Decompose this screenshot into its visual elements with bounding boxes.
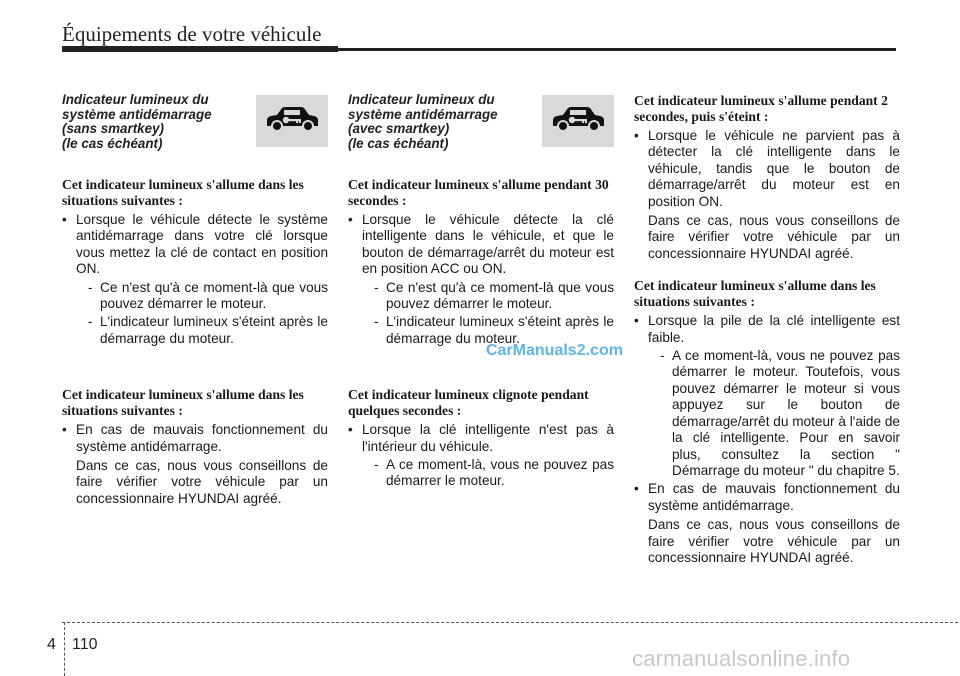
sub-item: [62, 314, 328, 347]
bullet-paragraph: Dans ce cas, nous vous conseillons de faire vérifier votre véhicule par un concessionnaire HYUNDAI agréé.: [648, 517, 900, 565]
section-title: Cet indicateur lumineux s'allume pendant 30 secondes :: [348, 177, 609, 208]
header-rule: [62, 48, 896, 51]
sub-item: [634, 348, 900, 479]
bullet-item: [62, 212, 328, 278]
bullet-item: [348, 212, 614, 278]
bullet-text: Lorsque la pile de la clé intelligente est faible.: [648, 313, 900, 345]
heading-line: système antidémarrage: [62, 106, 212, 122]
sub-dash: -: [88, 279, 93, 295]
footer-vertical-divider: [64, 622, 65, 676]
sub-dash: -: [374, 457, 379, 473]
footer-divider: [62, 622, 958, 623]
heading-line: système antidémarrage: [348, 106, 498, 122]
bullet-text: Lorsque le véhicule ne parvient pas à détecter la clé intelligente dans le véhicule, tandis que le bouton de démarrage/arrêt du moteur est en position ON.: [648, 128, 900, 209]
bullet-dot: •: [348, 212, 353, 227]
section-heading-block: [62, 93, 328, 155]
section-title: Cet indicateur lumineux s'allume pendant 2 secondes, puis s'éteint :: [634, 93, 888, 124]
heading-line: Indicateur lumineux du: [62, 92, 209, 107]
sub-text: A ce moment-là, vous ne pouvez pas démarrer le moteur. Toutefois, vous pouvez démarrer le moteur si vous appuyez sur le bouton de démarrage/arrêt du moteur à l'aide de la clé intelligente. Pour en savoir plus, consultez la section " Démarrage du moteur " du chapitre 5.: [672, 348, 900, 478]
column-2: [348, 93, 614, 492]
bullet-item: [634, 128, 900, 210]
sub-text: Ce n'est qu'à ce moment-là que vous pouvez démarrer le moteur.: [386, 279, 614, 312]
bullet-item: [634, 481, 900, 514]
heading-line: Indicateur lumineux du: [348, 92, 495, 107]
sub-text: A ce moment-là, vous ne pouvez pas démarrer le moteur.: [386, 457, 614, 489]
sub-dash: -: [88, 314, 93, 330]
bullet-dot: •: [348, 422, 353, 438]
indicator-icon-box: [542, 95, 614, 147]
bullet-item: [348, 422, 614, 455]
section-title: Cet indicateur lumineux s'allume dans les situations suivantes :: [62, 387, 304, 419]
bullet-dot: •: [634, 481, 639, 497]
sub-text: L'indicateur lumineux s'éteint après le démarrage du moteur.: [100, 314, 328, 346]
section-heading: [348, 93, 518, 151]
section-gap: [634, 264, 900, 278]
column-3: [634, 93, 900, 568]
bullet-text: Lorsque la clé intelligente n'est pas à l'intérieur du véhicule.: [362, 422, 614, 454]
page-header-title: Équipements de votre véhicule: [62, 22, 322, 46]
bullet-dot: •: [634, 128, 639, 143]
section-heading: [62, 93, 232, 151]
heading-line: (le cas échéant): [348, 135, 449, 151]
bullet-text: En cas de mauvais fonctionnement du système antidémarrage.: [648, 481, 900, 513]
section-heading-block: [348, 93, 614, 155]
indicator-icon-box: [256, 95, 328, 147]
bullet-paragraph: Dans ce cas, nous vous conseillons de faire vérifier votre véhicule par un concessionnaire HYUNDAI agréé.: [648, 213, 900, 261]
car-key-icon: [263, 104, 321, 138]
sub-text: L'indicateur lumineux s'éteint après le démarrage du moteur.: [386, 314, 614, 346]
bullet-dot: •: [634, 313, 639, 329]
sub-item: [348, 280, 614, 313]
bullet-text: Lorsque le véhicule détecte la clé intelligente dans le véhicule, et que le bouton de démarrage/arrêt du moteur est en position ACC ou ON.: [362, 212, 614, 277]
sub-dash: -: [374, 314, 379, 330]
section-title: Cet indicateur lumineux s'allume dans les situations suivantes :: [62, 177, 304, 208]
bullet-paragraph: Dans ce cas, nous vous conseillons de faire vérifier votre véhicule par un concessionnaire HYUNDAI agréé.: [76, 458, 328, 506]
heading-line: (le cas échéant): [62, 135, 163, 151]
section-title: Cet indicateur lumineux clignote pendant quelques secondes :: [348, 387, 589, 419]
heading-line: (avec smartkey): [348, 121, 450, 137]
bullet-item: [62, 422, 328, 455]
sub-item: [348, 457, 614, 490]
bullet-item: [634, 313, 900, 346]
sub-text: Ce n'est qu'à ce moment-là que vous pouvez démarrer le moteur.: [100, 279, 328, 312]
bullet-dot: •: [62, 212, 67, 227]
section-title: Cet indicateur lumineux s'allume dans les situations suivantes :: [634, 278, 876, 310]
bullet-text: Lorsque le véhicule détecte le système antidémarrage dans votre clé lorsque vous mettez la clé de contact en position ON.: [76, 212, 328, 277]
bullet-text: En cas de mauvais fonctionnement du système antidémarrage.: [76, 422, 328, 454]
heading-line: (sans smartkey): [62, 121, 164, 137]
car-key-icon: [549, 104, 607, 138]
sub-dash: -: [374, 279, 379, 295]
page-number: 110: [72, 636, 98, 653]
watermark-footer[interactable]: carmanualsonline.info: [632, 646, 851, 671]
sub-item: [62, 280, 328, 313]
column-1: [62, 93, 328, 509]
bullet-dot: •: [62, 422, 67, 438]
chapter-number: 4: [47, 636, 56, 653]
section-gap: [62, 349, 328, 387]
watermark-inline[interactable]: CarManuals2.com: [486, 342, 623, 359]
sub-dash: -: [660, 348, 665, 364]
